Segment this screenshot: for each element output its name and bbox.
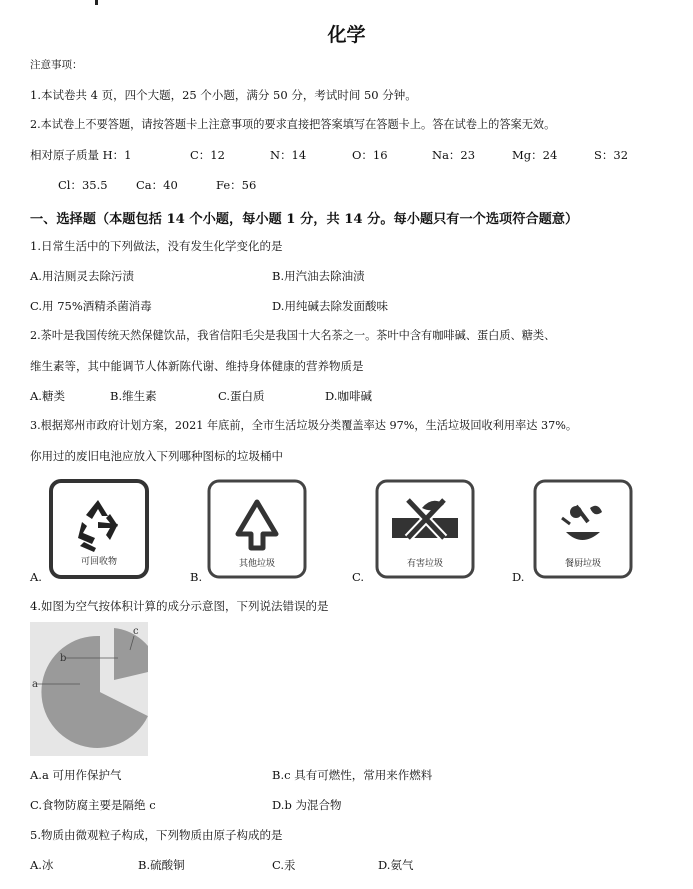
kitchen-waste-bin-icon [532,478,634,580]
atomic-mass-mg: Mg：24 [512,148,558,162]
q5-option-b: B.硫酸铜 [138,858,185,872]
q4-option-c: C.食物防腐主要是隔绝 c [30,798,156,812]
atomic-mass-s: S：32 [594,148,629,162]
hazardous-waste-bin-icon [374,478,476,580]
svg-text:有害垃圾: 有害垃圾 [406,559,444,569]
atomic-mass-fe: Fe：56 [216,178,257,192]
notice-heading: 注意事项： [30,59,83,71]
page-title: 化学 [327,24,366,46]
air-composition-pie-figure [30,622,148,756]
q3-stem-line-2: 你用过的废旧电池应放入下列哪种图标的垃圾桶中 [30,449,283,463]
other-waste-bin-icon [206,478,308,580]
recyclable-bin-icon [48,478,150,580]
svg-text:a: a [32,679,38,690]
q3-option-a: A. [30,570,42,584]
q5-option-c: C.汞 [272,858,296,872]
q4-option-b: B.c 具有可燃性，常用来作燃料 [272,768,433,782]
atomic-mass-o: O：16 [352,148,388,162]
q5-option-a: A.冰 [30,858,54,872]
q4-stem: 4.如图为空气按体积计算的成分示意图，下列说法错误的是 [30,599,329,613]
q4-option-d: D.b 为混合物 [272,798,342,812]
q2-stem-line-1: 2.茶叶是我国传统天然保健饮品，我省信阳毛尖是我国十大名茶之一。茶叶中含有咖啡碱、蛋白质、糖类、 [30,329,556,342]
q1-stem: 1.日常生活中的下列做法，没有发生化学变化的是 [30,239,283,253]
section-heading-1: 一、选择题（本题包括 14 个小题，每小题 1 分，共 14 分。每小题只有一个选项符合题意） [30,212,579,227]
atomic-mass-cl: Cl：35.5 [58,178,108,192]
atomic-mass-ca: Ca：40 [136,178,178,192]
q1-option-d: D.用纯碱去除发面酸味 [272,299,388,313]
q3-stem-line-1: 3.根据郑州市政府计划方案，2021 年底前，全市生活垃圾分类覆盖率达 97%，生活垃圾回收利用率达 37%。 [30,419,578,432]
q5-option-d: D.氨气 [378,858,414,872]
svg-text:可回收物: 可回收物 [80,557,118,567]
q2-option-d: D.咖啡碱 [325,389,372,403]
svg-text:其他垃圾: 其他垃圾 [238,559,276,569]
q2-stem-line-2: 维生素等，其中能调节人体新陈代谢、维持身体健康的营养物质是 [30,359,364,373]
q5-stem: 5.物质由微观粒子构成，下列物质由原子构成的是 [30,828,283,842]
atomic-mass-label: 相对原子质量 H：1 [30,148,132,162]
atomic-mass-c: C：12 [190,148,225,162]
q3-option-d: D. [512,570,525,584]
svg-text:b: b [60,653,67,664]
q1-option-b: B.用汽油去除油渍 [272,269,365,283]
q3-option-b: B. [190,570,203,584]
atomic-mass-na: Na：23 [432,148,476,162]
q4-option-a: A.a 可用作保护气 [30,768,122,782]
atomic-mass-n: N：14 [270,148,307,162]
q2-option-b: B.维生素 [110,389,157,403]
top-edge-mark [95,0,98,5]
q2-option-a: A.糖类 [30,389,65,403]
q2-option-c: C.蛋白质 [218,389,265,403]
svg-text:餐厨垃圾: 餐厨垃圾 [564,559,602,569]
svg-text:c: c [133,626,139,637]
notice-item-1: 1.本试卷共 4 页，四个大题，25 个小题，满分 50 分，考试时间 50 分钟。 [30,88,417,102]
q1-option-a: A.用洁厕灵去除污渍 [30,269,134,283]
notice-item-2: 2.本试卷上不要答题，请按答题卡上注意事项的要求直接把答案填写在答题卡上。答在试卷上的答案无效。 [30,118,556,131]
q3-option-c: C. [352,570,365,584]
q1-option-c: C.用 75%酒精杀菌消毒 [30,299,152,313]
